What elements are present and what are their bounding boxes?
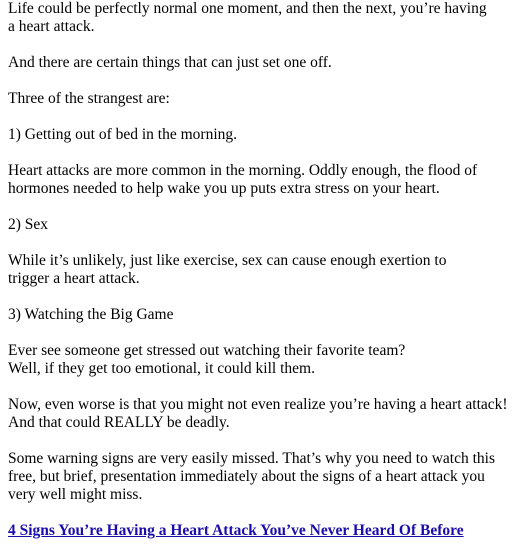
- list-item-heading-1: [8, 126, 524, 144]
- paragraph-triggers: [8, 54, 524, 72]
- text-line: free, but brief, presentation immediately about the signs of a heart attack you: [8, 468, 485, 485]
- list-item-heading-3: [8, 306, 524, 324]
- text-line: And there are certain things that can just set one off.: [8, 54, 332, 71]
- text-line: Some warning signs are very easily missed. That’s why you need to watch this: [8, 450, 496, 467]
- text-line: trigger a heart attack.: [8, 270, 140, 287]
- paragraph-warning-signs: [8, 450, 524, 504]
- text-line: Three of the strangest are:: [8, 90, 170, 107]
- text-line: 2) Sex: [8, 216, 49, 233]
- text-line: Heart attacks are more common in the morning. Oddly enough, the flood of: [8, 162, 478, 179]
- text-line: Life could be perfectly normal one moment, and then the next, you’re having: [8, 0, 487, 17]
- paragraph-intro: [8, 0, 524, 36]
- list-item-heading-2: [8, 216, 524, 234]
- text-line: 3) Watching the Big Game: [8, 306, 174, 323]
- text-line: While it’s unlikely, just like exercise, sex can cause enough exertion to: [8, 252, 447, 269]
- cta-paragraph: [8, 522, 524, 540]
- paragraph-morning: [8, 162, 524, 198]
- paragraph-big-game: [8, 342, 524, 378]
- presentation-link[interactable]: 4 Signs You’re Having a Heart Attack You’ve Never Heard Of Before: [8, 522, 464, 539]
- text-line: very well might miss.: [8, 486, 143, 503]
- paragraph-worse: [8, 396, 524, 432]
- text-line: a heart attack.: [8, 18, 95, 35]
- text-line: hormones needed to help wake you up puts extra stress on your heart.: [8, 180, 440, 197]
- text-line: 1) Getting out of bed in the morning.: [8, 126, 238, 143]
- paragraph-exertion: [8, 252, 524, 288]
- text-line: Ever see someone get stressed out watching their favorite team?: [8, 342, 406, 359]
- text-line: And that could REALLY be deadly.: [8, 414, 230, 431]
- text-line: Well, if they get too emotional, it could kill them.: [8, 360, 315, 377]
- text-line: Now, even worse is that you might not even realize you’re having a heart attack!: [8, 396, 508, 413]
- paragraph-strangest: [8, 90, 524, 108]
